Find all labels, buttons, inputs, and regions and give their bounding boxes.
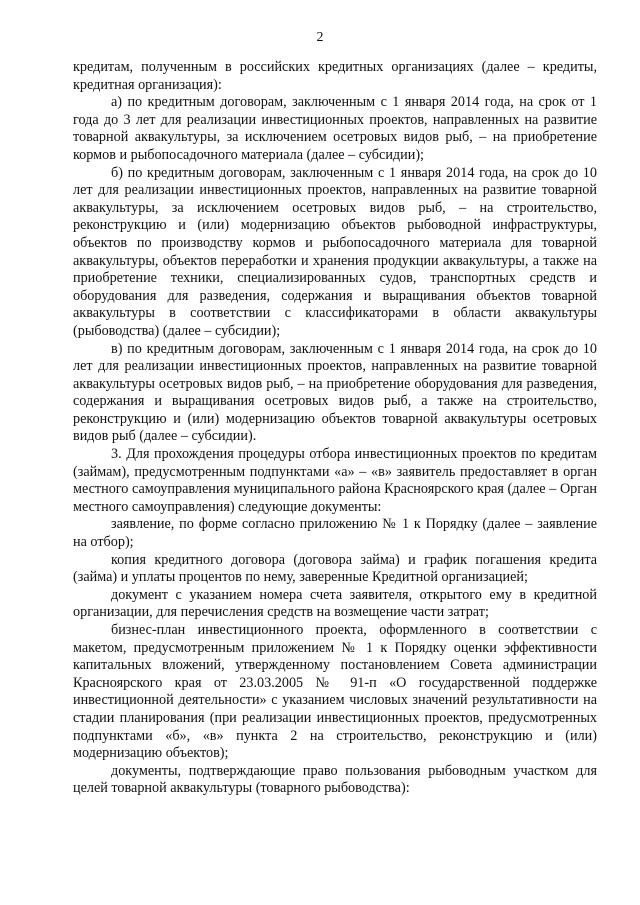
paragraph-credit-agreement-copy: копия кредитного договора (договора займа) и график погашения кредита (займа) и уплаты процентов по нему, заверенные Кредитной организацией;	[73, 551, 597, 586]
paragraph-subitem-a: а) по кредитным договорам, заключенным с 1 января 2014 года, на срок от 1 года до 3 лет для реализации инвестиционных проектов, направленных на развитие товарной аквакультуры, за исключением осетровых видов рыб, – на приобретение кормов и рыбопосадочного материала (далее – субсидии);	[73, 94, 597, 163]
paragraph-account-document: документ с указанием номера счета заявителя, открытого ему в кредитной организации, для перечисления средств на возмещение части затрат;	[73, 586, 597, 621]
page-number: 2	[316, 30, 324, 45]
paragraph-business-plan: бизнес-план инвестиционного проекта, оформленного в соответствии с макетом, предусмотренным приложением № 1 к Порядку оценки эффективности капитальных вложений, утвержденному постановлением Совета администрации Красноярского края от 23.03.2005 № 91-п «О государственной поддержке инвестиционной деятельности» с указанием числовых значений результативности на стадии планирования (при реализации инвестиционных проектов, предусмотренных подпунктами «б», «в» пункта 2 на строительство, реконструкцию и (или) модернизацию объектов);	[73, 622, 597, 762]
paragraph-fishery-rights: документы, подтверждающие право пользования рыбоводным участком для целей товарной аквакультуры (товарного рыбоводства):	[73, 762, 597, 797]
paragraph-application-form: заявление, по форме согласно приложению № 1 к Порядку (далее – заявление на отбор);	[73, 516, 597, 551]
paragraph-subitem-v: в) по кредитным договорам, заключенным с 1 января 2014 года, на срок до 10 лет для реализации инвестиционных проектов, направленных на развитие товарной аквакультуры осетровых видов рыб, – на приобретение оборудования для разведения, содержания и выращивания осетровых видов рыб, а также на строительство, реконструкцию и (или) модернизацию объектов товарной аквакультуры осетровых видов рыб (далее – субсидии).	[73, 340, 597, 445]
document-body	[73, 59, 597, 798]
paragraph-item-3: 3. Для прохождения процедуры отбора инвестиционных проектов по кредитам (займам), предусмотренным подпунктами «а» – «в» заявитель предоставляет в орган местного самоуправления муниципального района Красноярского края (далее – Орган местного самоуправления) следующие документы:	[73, 446, 597, 515]
paragraph-intro-continuation: кредитам, полученным в российских кредитных организациях (далее – кредиты, кредитная организация):	[73, 59, 597, 93]
paragraph-subitem-b: б) по кредитным договорам, заключенным с 1 января 2014 года, на срок до 10 лет для реализации инвестиционных проектов, направленных на развитие товарной аквакультуры, за исключением осетровых видов рыб, – на строительство, реконструкцию и (или) модернизацию объектов рыбоводной инфраструктуры, объектов по производству кормов и рыбопосадочного материала для товарной аквакультуры, объектов переработки и хранения продукции аквакультуры, а также на приобретение техники, специализированных судов, транспортных средств и оборудования для разведения, содержания и выращивания объектов товарной аквакультуры в соответствии с классификаторами в области аквакультуры (рыбоводства) (далее – субсидии);	[73, 164, 597, 339]
